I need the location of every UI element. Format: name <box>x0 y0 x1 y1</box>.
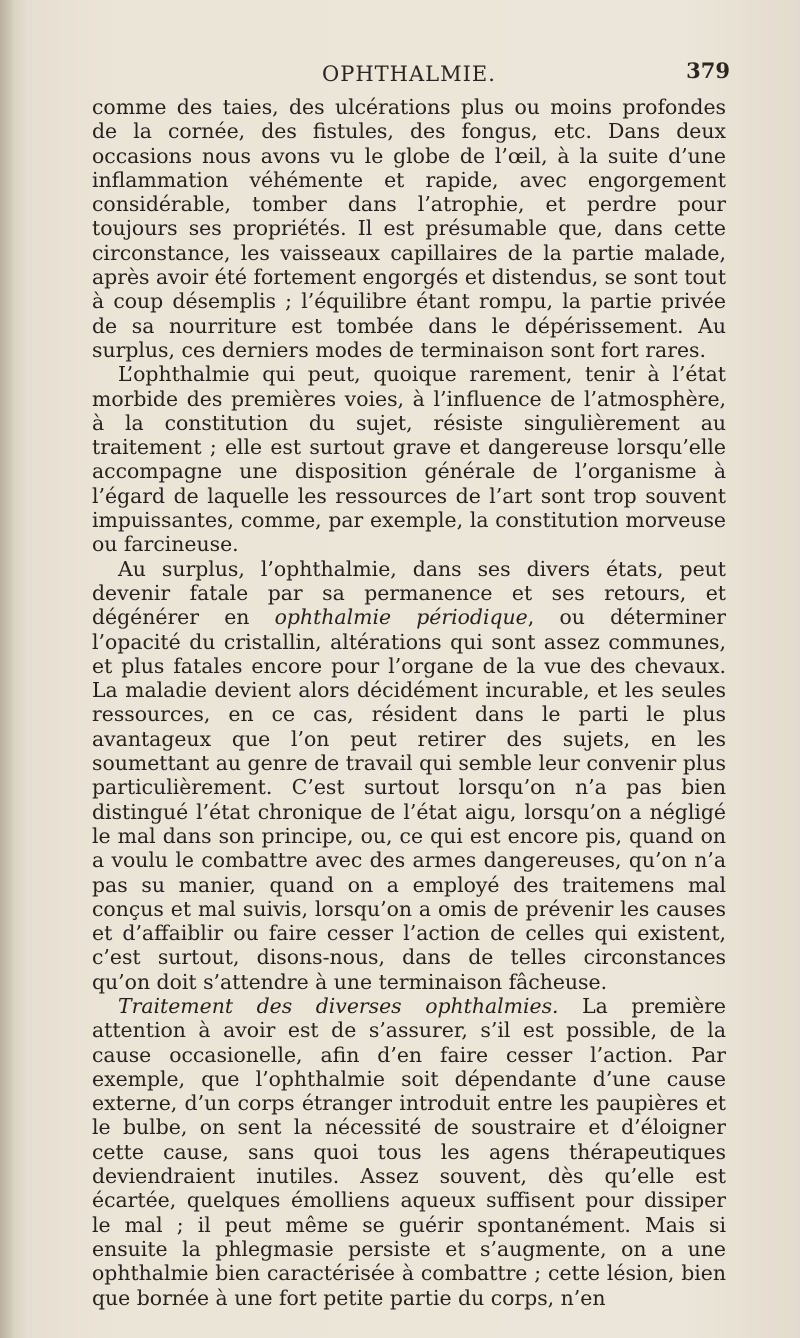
running-head <box>90 58 730 92</box>
paragraph-3-italic-term: ophthalmie périodique <box>274 605 528 630</box>
page-number: 379 <box>686 58 730 83</box>
paragraph-4 <box>92 994 726 1310</box>
paragraph-3-text-b: , ou déterminer l’opacité du cristallin, altérations qui sont assez communes, et plus fatales encore pour l’organe de la vue des chevaux. La maladie devient alors décidément incurable, et les seules ressources, en ce cas, résident dans le parti le plus avantageux que l’on peut retirer des sujets, en les soumettant au genre de travail qui semble leur convenir plus particulièrement. C’est surtout lorsqu’on n’a pas bien distingué l’état chronique de l’état aigu, lorsqu’on a négligé le mal dans son principe, ou, ce qui est encore pis, quand on a voulu le combattre avec des armes dangereuses, qu’on n’a pas su manier, quand on a employé des traitemens mal conçus et mal suivis, lorsqu’on a omis de prévenir les causes et d’affaiblir ou faire cesser l’action de celles qui existent, c’est surtout, disons-nous, dans de telles circonstances qu’on doit s’attendre à une terminaison fâcheuse. <box>92 605 726 994</box>
paragraph-4-text: La première attention à avoir est de s’assurer, s’il est possible, de la cause occasionelle, afin d’en faire cesser l’action. Par exemple, que l’ophthalmie soit dépendante d’une cause externe, d’un corps étranger introduit entre les paupières et le bulbe, on sent la nécessité de soustraire et d’éloigner cette cause, sans quoi tous les agens thérapeutiques deviendraient inutiles. Assez souvent, dès qu’elle est écartée, quelques émolliens aqueux suffisent pour dissiper le mal ; il peut même se guérir spontanément. Mais si ensuite la phlegmasie persiste et s’augmente, on a une ophthalmie bien caractérisée à combattre ; cette lésion, bien que bornée à une fort petite partie du corps, n’en <box>92 993 726 1310</box>
section-heading-treatment: Traitement des diverses ophthalmies. <box>118 993 559 1018</box>
paragraph-1: comme des taies, des ulcérations plus ou moins profondes de la cornée, des fistules, des fongus, etc. Dans deux occasions nous avons vu le globe de l’œil, à la suite d’une inflammation véhémente et rapide, avec engorgement considérable, tomber dans l’atrophie, et perdre pour toujours ses propriétés. Il est présumable que, dans cette circonstance, les vaisseaux capillaires de la partie malade, après avoir été fortement engorgés et distendus, se sont tout à coup désemplis ; l’équilibre étant rompu, la partie privée de sa nourriture est tombée dans le dépérissement. Au surplus, ces derniers modes de terminaison sont fort rares. <box>92 95 727 362</box>
paragraph-2: L’ophthalmie qui peut, quoique rarement, tenir à l’état morbide des premières voies, à l’influence de l’atmosphère, à la constitution du sujet, résiste singulièrement au traitement ; elle est surtout grave et dangereuse lorsqu’elle accompagne une disposition générale de l’organisme à l’égard de laquelle les ressources de l’art sont trop souvent impuissantes, comme, par exemple, la constitution morveuse ou farcineuse. <box>92 362 726 557</box>
paragraph-3 <box>92 557 726 994</box>
book-spine-shadow <box>0 0 14 1338</box>
page-title: OPHTHALMIE. <box>322 62 496 86</box>
body-text <box>92 95 726 1310</box>
paragraph-3-text-a: Au surplus, l’ophthalmie, dans ses divers états, peut devenir fatale par sa permanence et ses retours, et dégénérer en <box>92 556 726 630</box>
